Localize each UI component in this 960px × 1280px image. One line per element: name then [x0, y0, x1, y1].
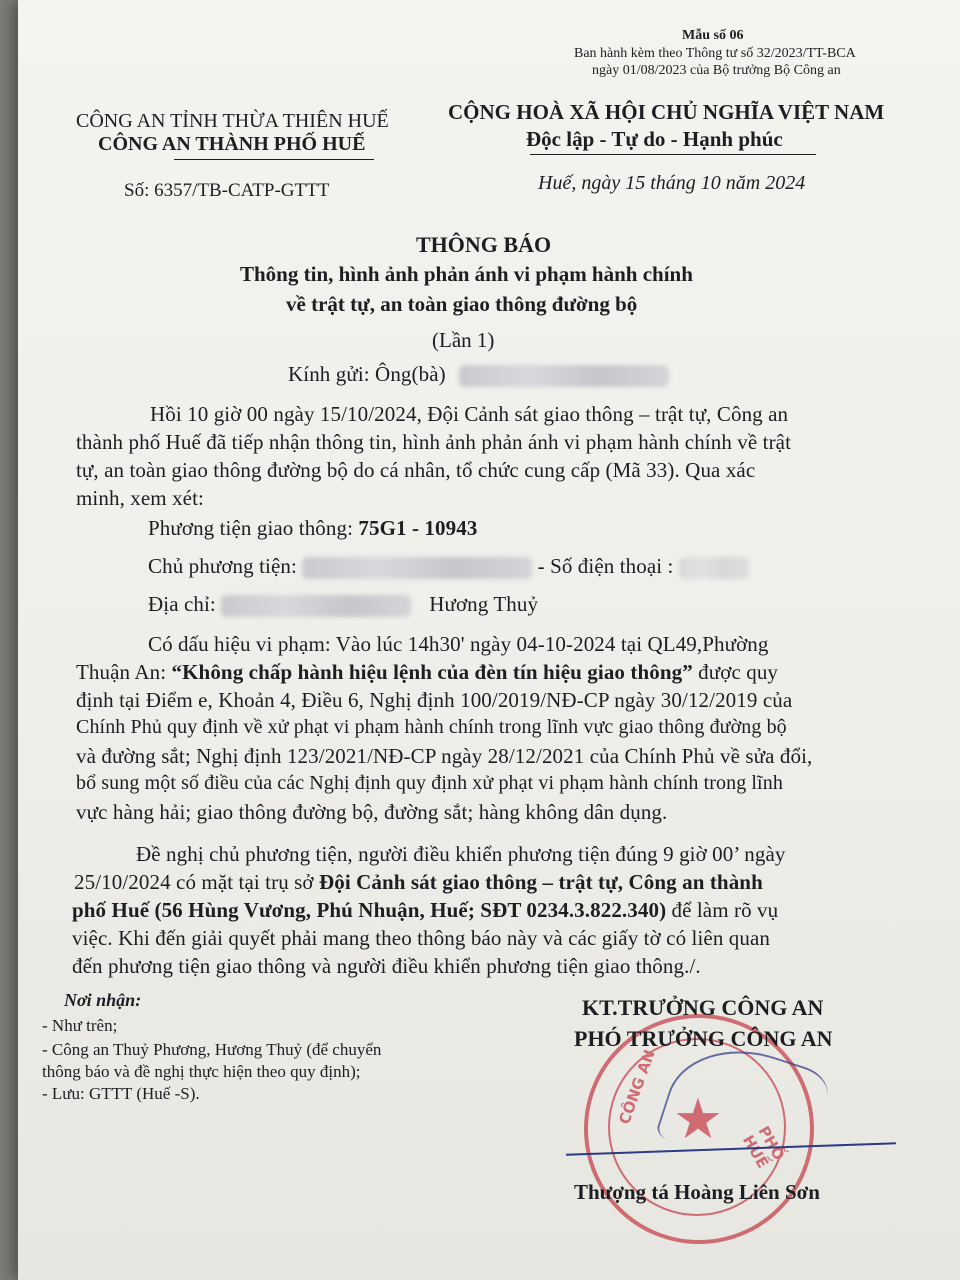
recipient-label: Kính gửi: Ông(bà) — [288, 362, 446, 386]
form-number: Mẫu số 06 — [682, 28, 744, 43]
agency-name: CÔNG AN THÀNH PHỐ HUẾ — [98, 133, 366, 155]
place-date: Huế, ngày 15 tháng 10 năm 2024 — [538, 172, 806, 194]
stamp-ring-top: CÔNG AN — [615, 1047, 659, 1127]
recipient-item-4: - Lưu: GTTT (Huế -S). — [42, 1084, 200, 1103]
request-line-5: đến phương tiện giao thông và người điều khiển phương tiện giao thông./. — [72, 954, 701, 978]
redacted-owner — [302, 557, 532, 579]
violation-location: Thuận An: — [76, 660, 172, 684]
notice-round: (Lần 1) — [432, 328, 495, 352]
recipient-item-1: - Như trên; — [42, 1016, 118, 1035]
notice-subtitle-1: Thông tin, hình ảnh phản ánh vi phạm hành chính — [240, 262, 693, 286]
motto-underline — [530, 154, 816, 155]
violation-line-6: bổ sung một số điều của các Nghị định quy định xử phạt vi phạm hành chính trong lĩnh — [76, 772, 783, 794]
intro-line-4: minh, xem xét: — [76, 486, 204, 510]
signature-line-2: PHÓ TRƯỞNG CÔNG AN — [574, 1026, 833, 1051]
request-line-4: việc. Khi đến giải quyết phải mang theo thông báo này và các giấy tờ có liên quan — [72, 926, 770, 950]
owner-line — [148, 554, 749, 579]
recipient-item-3: thông báo và đề nghị thực hiện theo quy định); — [42, 1062, 361, 1081]
document-page — [18, 0, 960, 1280]
vehicle-line — [148, 516, 477, 541]
vehicle-label: Phương tiện giao thông: — [148, 516, 359, 540]
request-line2-prefix: 25/10/2024 có mặt tại trụ sở — [74, 870, 319, 894]
address-line — [148, 592, 538, 617]
address-visible: Hương Thuỷ — [429, 592, 539, 616]
form-issued-line2: ngày 01/08/2023 của Bộ trưởng Bộ Công an — [592, 63, 841, 78]
violation-line-2 — [76, 660, 778, 685]
stamp-ring-bottom: PHỐ HUẾ — [738, 1122, 789, 1172]
nation-motto: Độc lập - Tự do - Hạnh phúc — [526, 127, 783, 151]
signer-name: Thượng tá Hoàng Liên Sơn — [574, 1180, 820, 1204]
request-line3-suffix: để làm rõ vụ — [666, 898, 779, 922]
phone-label: - Số điện thoại : — [532, 554, 674, 578]
doc-number: Số: 6357/TB-CATP-GTTT — [124, 180, 330, 201]
violation-line-3: định tại Điểm e, Khoản 4, Điều 6, Nghị định 100/2019/NĐ-CP ngày 30/12/2019 của — [76, 688, 793, 712]
intro-line-2: thành phố Huế đã tiếp nhận thông tin, hình ảnh phản ánh vi phạm hành chính về trật — [76, 430, 792, 454]
violation-offence: “Không chấp hành hiệu lệnh của đèn tín hiệu giao thông” — [171, 660, 693, 684]
signature-line-1: KT.TRƯỞNG CÔNG AN — [582, 995, 824, 1020]
violation-line-5: và đường sắt; Nghị định 123/2021/NĐ-CP ngày 28/12/2021 của Chính Phủ về sửa đổi, — [76, 744, 813, 768]
recipients-heading: Nơi nhận: — [64, 990, 142, 1010]
agency-parent: CÔNG AN TỈNH THỪA THIÊN HUẾ — [76, 110, 389, 132]
owner-label: Chủ phương tiện: — [148, 554, 303, 578]
violation-line-4: Chính Phủ quy định về xử phạt vi phạm hành chính trong lĩnh vực giao thông đường bộ — [76, 716, 787, 738]
redacted-name — [459, 365, 669, 387]
notice-title: THÔNG BÁO — [416, 232, 552, 257]
request-office-address: phố Huế (56 Hùng Vương, Phú Nhuận, Huế; SĐT 0234.3.822.340) — [72, 898, 667, 922]
violation-line-1: Có dấu hiệu vi phạm: Vào lúc 14h30' ngày 04-10-2024 tại QL49,Phường — [148, 632, 769, 656]
vehicle-plate: 75G1 - 10943 — [358, 516, 478, 540]
address-label: Địa chỉ: — [148, 592, 222, 616]
request-line-2 — [74, 870, 763, 895]
form-issued-line1: Ban hành kèm theo Thông tư số 32/2023/TT-BCA — [574, 46, 856, 61]
intro-line-3: tự, an toàn giao thông đường bộ do cá nhân, tổ chức cung cấp (Mã 33). Qua xác — [76, 458, 756, 482]
agency-underline — [174, 159, 374, 160]
request-line-3 — [72, 898, 778, 923]
recipient-line — [288, 362, 669, 387]
redacted-address — [221, 595, 411, 617]
request-office: Đội Cảnh sát giao thông – trật tự, Công an thành — [318, 870, 763, 894]
redacted-phone — [679, 557, 749, 579]
stamp-star-icon: ★ — [672, 1087, 724, 1152]
violation-line-7: vực hàng hải; giao thông đường bộ, đường sắt; hàng không dân dụng. — [76, 800, 668, 824]
notice-subtitle-2: về trật tự, an toàn giao thông đường bộ — [286, 292, 638, 316]
request-line-1: Đề nghị chủ phương tiện, người điều khiển phương tiện đúng 9 giờ 00’ ngày — [136, 842, 786, 866]
intro-line-1: Hồi 10 giờ 00 ngày 15/10/2024, Đội Cảnh sát giao thông – trật tự, Công an — [150, 402, 789, 426]
violation-line2-suffix: được quy — [692, 660, 779, 684]
nation-title: CỘNG HOÀ XÃ HỘI CHỦ NGHĨA VIỆT NAM — [448, 100, 885, 124]
recipient-item-2: - Công an Thuỷ Phương, Hương Thuỷ (để chuyển — [42, 1040, 382, 1059]
